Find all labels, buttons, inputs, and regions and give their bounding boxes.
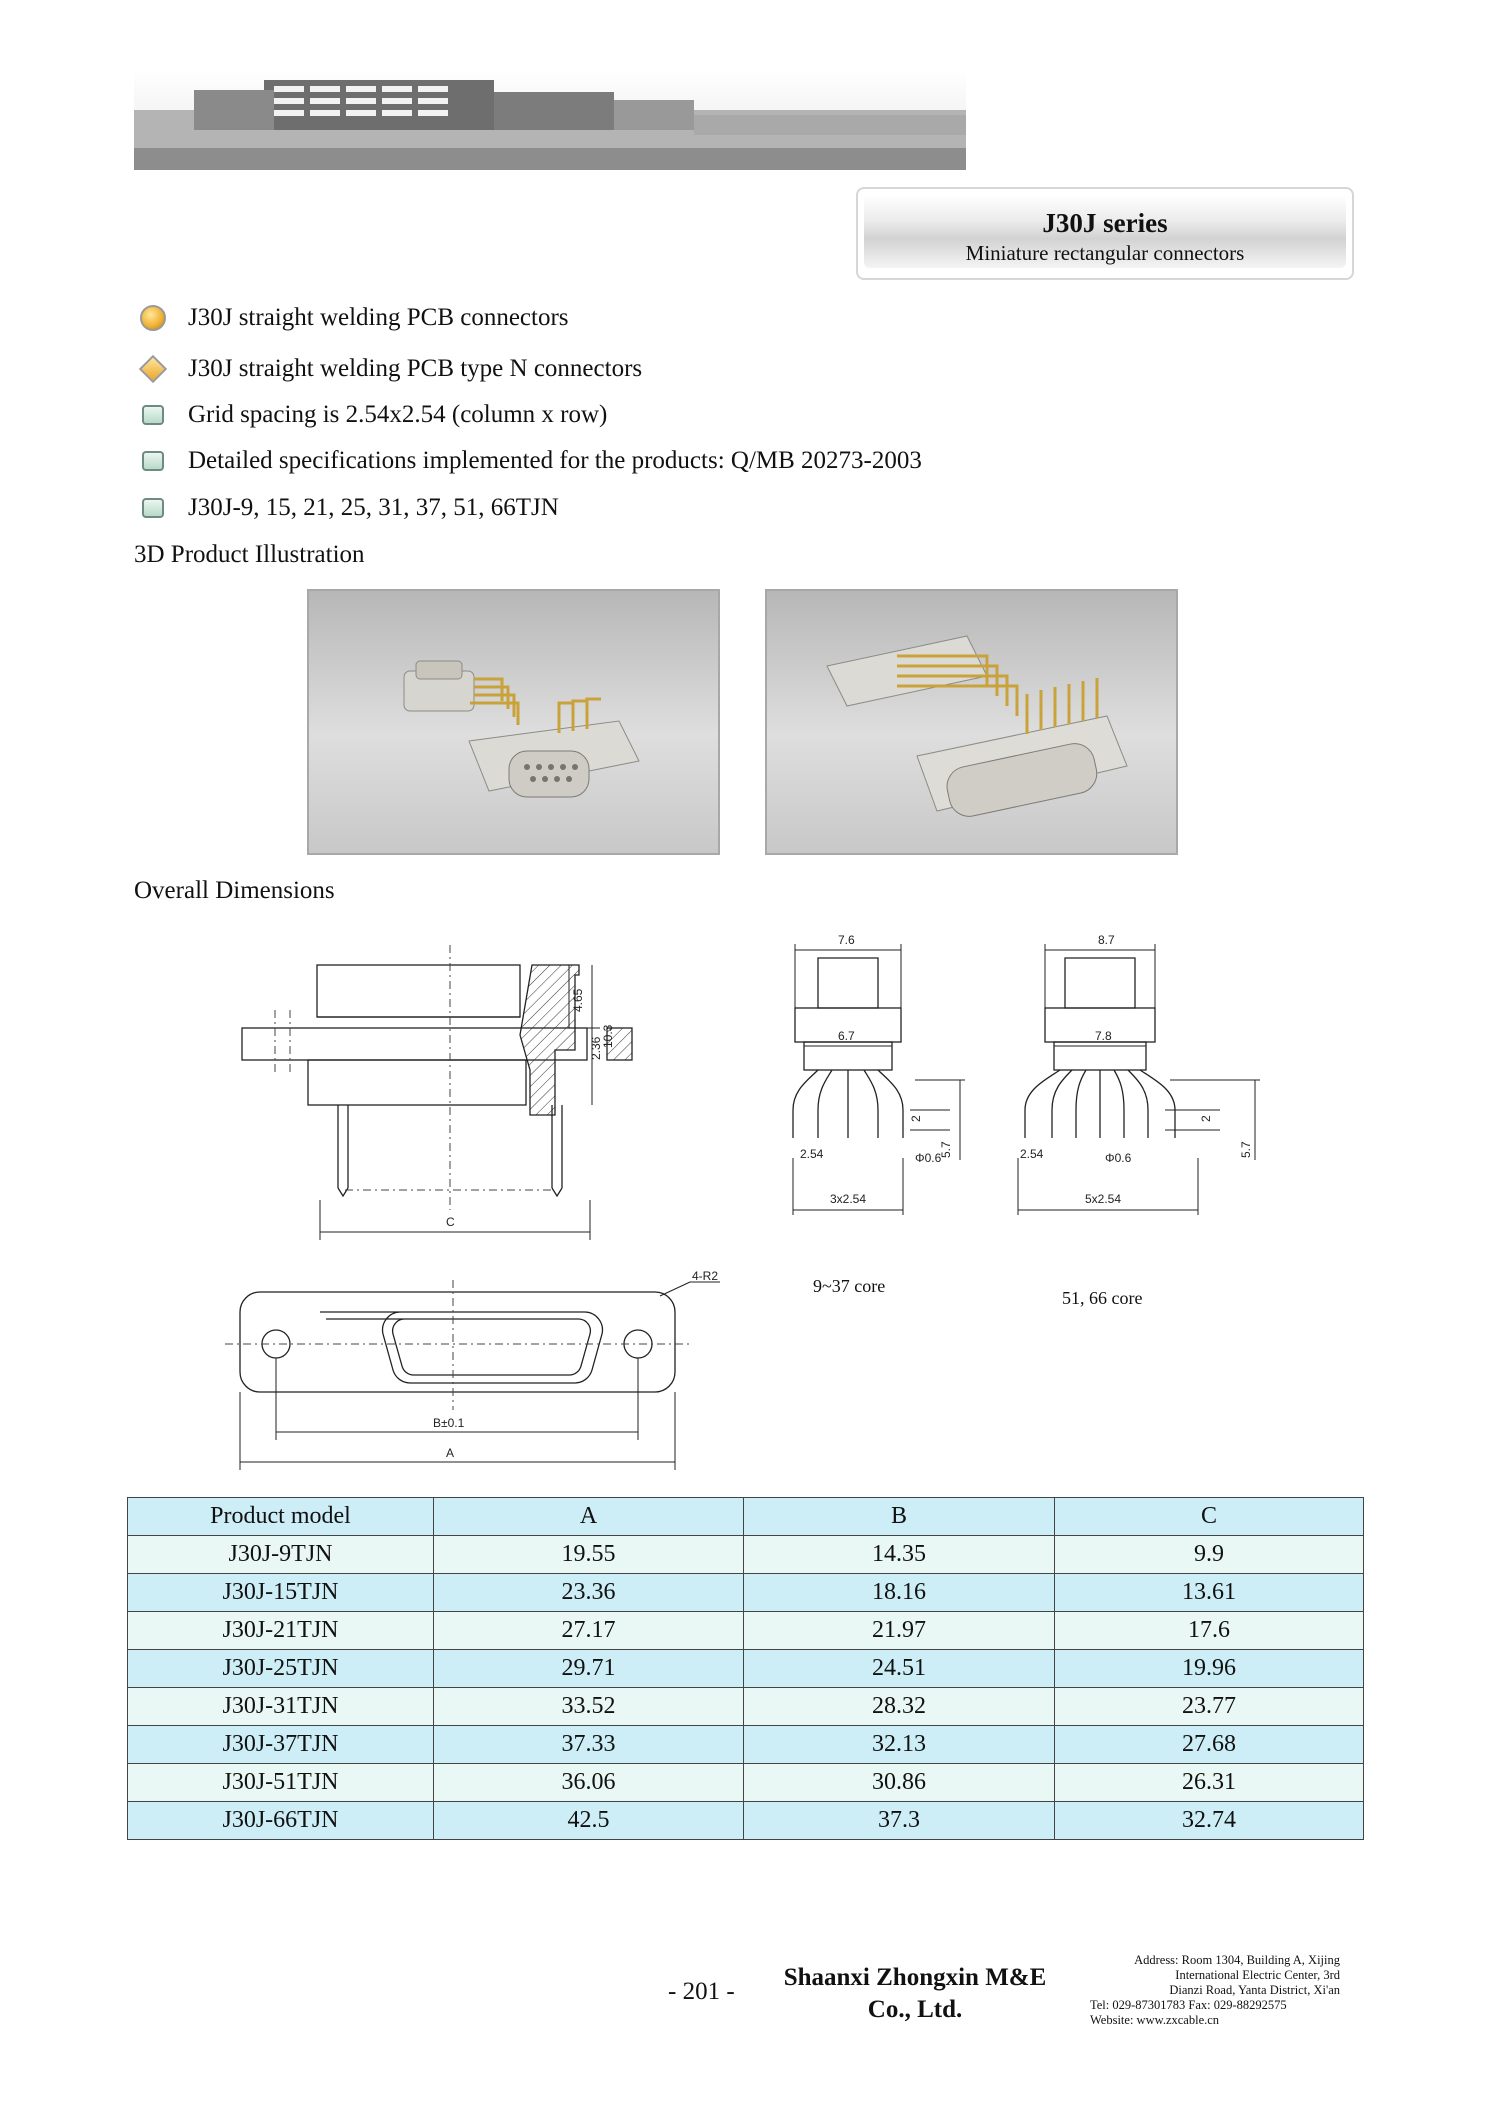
dim-label-c: C: [446, 1215, 455, 1229]
list-item: Detailed specifications implemented for the products: Q/MB 20273-2003: [140, 447, 922, 475]
table-header-cell: A: [434, 1498, 744, 1536]
dimension-table: [127, 1497, 1364, 1840]
section-heading-dimensions: Overall Dimensions: [134, 877, 335, 904]
product-photo-small: [307, 589, 720, 855]
dim-label-4-65: 4.65: [571, 988, 585, 1012]
square-bullet-icon: [142, 405, 164, 425]
page-number: - 201 -: [668, 1978, 735, 2005]
table-row: J30J-37TJN 37.33 32.13 27.68: [128, 1726, 1364, 1764]
dim-label-4-r2: 4-R2: [692, 1269, 719, 1283]
small-dim-7-6: 7.6: [838, 933, 855, 947]
list-item: J30J straight welding PCB connectors: [140, 304, 569, 332]
circle-bullet-icon: [140, 305, 166, 331]
table-row: J30J-66TJN 42.5 37.3 32.74: [128, 1802, 1364, 1840]
large-dim-5-7: 5.7: [1239, 1141, 1253, 1158]
square-bullet-icon: [142, 498, 164, 518]
large-dim-8-7: 8.7: [1098, 933, 1115, 947]
website-line: Website: www.zxcable.cn: [1090, 2013, 1220, 2027]
list-item: J30J straight welding PCB type N connectors: [140, 355, 642, 383]
product-photo-large: [765, 589, 1178, 855]
dim-label-a: A: [446, 1446, 455, 1460]
large-dim-2-54: 2.54: [1020, 1147, 1044, 1161]
section-heading-illustration: 3D Product Illustration: [134, 541, 365, 568]
small-dim-6-7: 6.7: [838, 1029, 855, 1043]
dim-label-b: B±0.1: [433, 1416, 465, 1430]
table-row: J30J-21TJN 27.17 21.97 17.6: [128, 1612, 1364, 1650]
core-label-large: 51, 66 core: [1062, 1288, 1143, 1308]
list-item: J30J-9, 15, 21, 25, 31, 37, 51, 66TJN: [140, 494, 559, 522]
table-row: J30J-9TJN 19.55 14.35 9.9: [128, 1536, 1364, 1574]
table-row: J30J-15TJN 23.36 18.16 13.61: [128, 1574, 1364, 1612]
small-dim-pin: Φ0.6: [915, 1151, 942, 1165]
table-header-cell: B: [744, 1498, 1055, 1536]
company-address: Address: Room 1304, Building A, Xijing International Electric Center, 3rd Dianzi Road, Yanta District, Xi'an Tel: 029-87301783 Fax: 029-88292575 Website: www.zxcable.cn: [1090, 1953, 1340, 2027]
large-dim-2: 2: [1199, 1115, 1213, 1122]
series-title-box: [856, 187, 1354, 280]
small-dim-2-54: 2.54: [800, 1147, 824, 1161]
core-label-small: 9~37 core: [813, 1276, 886, 1296]
table-row: J30J-25TJN 29.71 24.51 19.96: [128, 1650, 1364, 1688]
table-header-row: [128, 1498, 1364, 1536]
square-bullet-icon: [142, 451, 164, 471]
large-dim-7-8: 7.8: [1095, 1029, 1112, 1043]
table-row: J30J-51TJN 36.06 30.86 26.31: [128, 1764, 1364, 1802]
header-banner-image: [134, 70, 966, 170]
large-dim-span: 5x2.54: [1085, 1192, 1122, 1206]
small-dim-5-7: 5.7: [939, 1141, 953, 1158]
table-header-cell: Product model: [128, 1498, 434, 1536]
large-dim-pin: Φ0.6: [1105, 1151, 1132, 1165]
dim-label-10-3: 10.3: [601, 1024, 615, 1048]
series-subtitle: Miniature rectangular connectors: [965, 241, 1245, 265]
table-row: J30J-31TJN 33.52 28.32 23.77: [128, 1688, 1364, 1726]
list-item: Grid spacing is 2.54x2.54 (column x row): [140, 401, 607, 429]
series-title: J30J series: [1042, 208, 1168, 238]
dim-label-2-36: 2.36: [589, 1036, 603, 1060]
diamond-bullet-icon: [139, 355, 167, 383]
small-dim-2: 2: [909, 1115, 923, 1122]
contact-line: Tel: 029-87301783 Fax: 029-88292575: [1090, 1998, 1287, 2012]
company-name: Shaanxi Zhongxin M&E Co., Ltd.: [783, 1964, 1047, 2023]
table-header-cell: C: [1055, 1498, 1364, 1536]
dimension-drawing: [220, 910, 1280, 1480]
small-dim-span: 3x2.54: [830, 1192, 867, 1206]
